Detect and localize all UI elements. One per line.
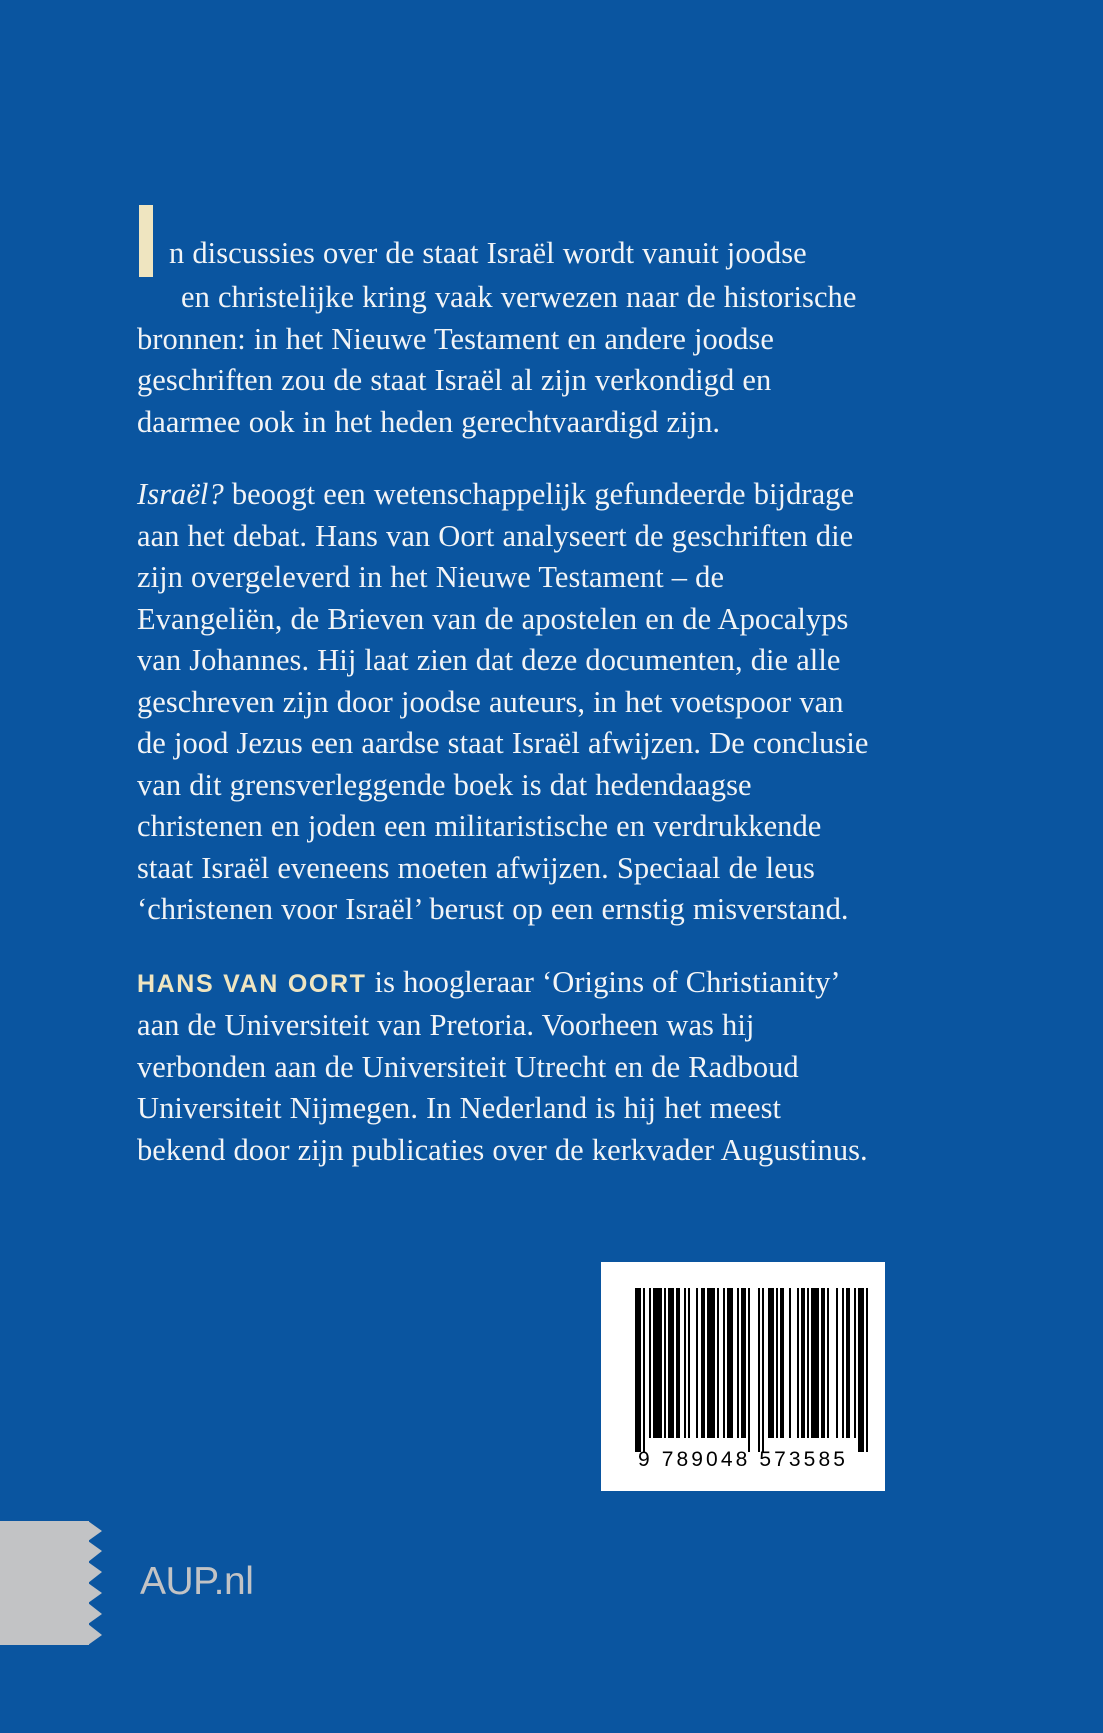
- barcode-bar: [842, 1288, 844, 1438]
- publisher-logo: AUP.nl: [140, 1560, 254, 1603]
- barcode-bar: [807, 1288, 809, 1438]
- blurb-text-block: [137, 205, 877, 1171]
- barcode-bar: [846, 1288, 850, 1438]
- barcode-bar: [668, 1288, 674, 1438]
- blurb-p1-line2: en christelijke kring vaak verwezen naar de historische: [181, 280, 857, 314]
- barcode-bar: [727, 1288, 733, 1438]
- barcode-bar: [737, 1288, 739, 1438]
- publisher-torn-edge-icon: [0, 1521, 89, 1645]
- blurb-p1-line1: n discussies over de staat Israël wordt vanuit joodse: [169, 236, 807, 270]
- barcode-bar: [811, 1288, 819, 1438]
- barcode-bar: [776, 1288, 778, 1438]
- book-title-italic: Israël?: [137, 477, 224, 511]
- blurb-paragraph-2: [137, 474, 877, 931]
- barcode-bar: [635, 1288, 641, 1452]
- barcode-bar: [758, 1288, 760, 1452]
- barcode-bar: [827, 1288, 829, 1438]
- barcode-bar: [649, 1288, 651, 1438]
- barcode: [601, 1262, 885, 1491]
- barcode-bar: [707, 1288, 715, 1438]
- barcode-bar: [854, 1288, 856, 1438]
- barcode-bar: [780, 1288, 784, 1438]
- blurb-p1-rest: bronnen: in het Nieuwe Testament en andere joodse geschriften zou de staat Israël al zijn verkondigd en daarmee ook in het heden gerechtvaardigd zijn.: [137, 321, 774, 439]
- blurb-p2-text: beoogt een wetenschappelijk gefundeerde bijdrage aan het debat. Hans van Oort analyseert de geschriften die zijn overgeleverd in het Nieuwe Testament – de Evangeliën, de Brieven van de apostelen en de Apocalyps van Johannes. Hij laat zien dat deze documenten, die alle geschreven zijn door joodse auteurs, in het voetspoor van de jood Jezus een aardse staat Israël afwijzen. De conclusie van dit grensverleggende boek is dat hedendaagse christenen en joden een militaristische en verdrukkende staat Israël eveneens moeten afwijzen. Speciaal de leus ‘christenen voor Israël’ berust op een ernstig misverstand.: [137, 477, 869, 926]
- dropcap-bar-icon: [139, 205, 153, 277]
- barcode-digits: 9 789048 573585: [638, 1448, 848, 1471]
- blurb-paragraph-3: [137, 962, 877, 1172]
- barcode-bars: [635, 1288, 853, 1438]
- barcode-bar: [643, 1288, 645, 1452]
- barcode-bar: [789, 1288, 791, 1438]
- barcode-bar: [653, 1288, 661, 1438]
- barcode-bar: [664, 1288, 666, 1438]
- barcode-bar: [701, 1288, 705, 1438]
- barcode-bar: [801, 1288, 805, 1438]
- barcode-bar: [836, 1288, 838, 1438]
- barcode-bar: [741, 1288, 745, 1438]
- barcode-bar: [821, 1288, 825, 1438]
- author-bio-text: is hoogleraar ‘Origins of Christianity’ aan de Universiteit van Pretoria. Voorheen was hij verbonden aan de Universiteit Utrecht en de Radboud Universiteit Nijmegen. In Nederland is hij het meest bekend door zijn publicaties over de kerkvader Augustinus.: [137, 964, 868, 1167]
- barcode-bar: [696, 1288, 698, 1438]
- barcode-bar: [684, 1288, 686, 1438]
- barcode-bar: [748, 1288, 750, 1452]
- barcode-bar: [797, 1288, 799, 1438]
- barcode-bar: [762, 1288, 764, 1452]
- blurb-paragraph-1: [137, 205, 877, 443]
- barcode-bar: [723, 1288, 725, 1438]
- barcode-bar: [676, 1288, 680, 1438]
- barcode-bar: [688, 1288, 690, 1438]
- barcode-bar: [717, 1288, 719, 1438]
- barcode-bar: [768, 1288, 774, 1438]
- author-name: HANS VAN OORT: [137, 969, 367, 998]
- barcode-bar: [866, 1288, 868, 1452]
- barcode-bar: [858, 1288, 864, 1452]
